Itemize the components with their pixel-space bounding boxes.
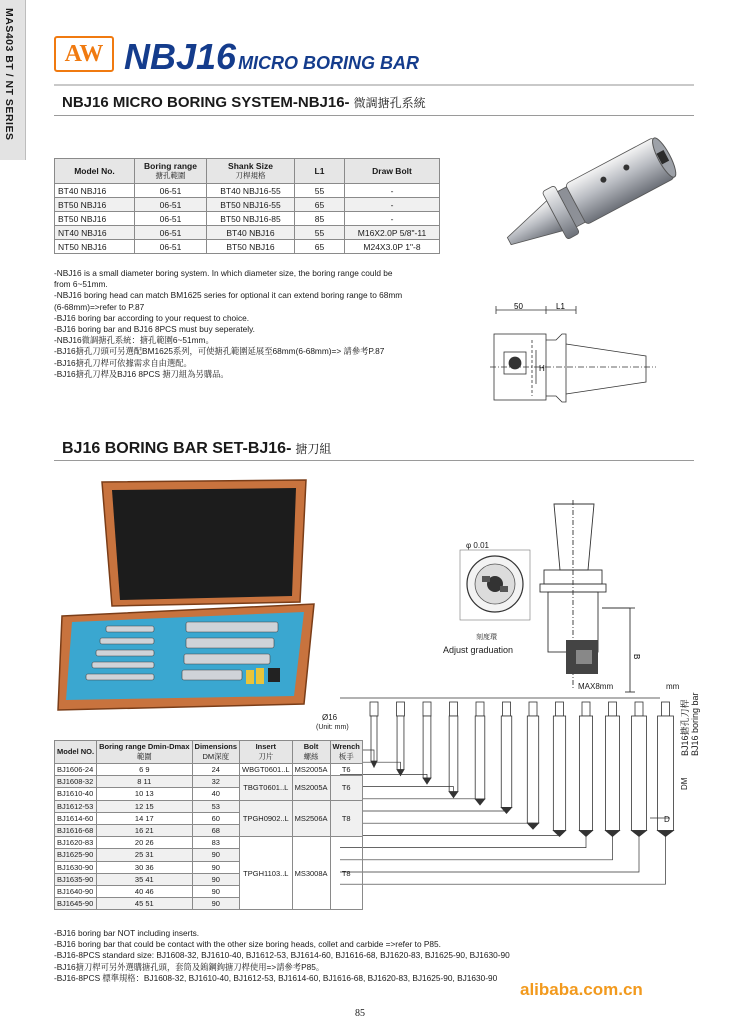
table-cell: NT40 NBJ16 xyxy=(55,226,135,240)
note-line: -BJ16-8PCS standard size: BJ1608-32, BJ1610-40, BJ1612-53, BJ1614-60, BJ1616-68, BJ1620-83, BJ1625-90, BJ1630-90 xyxy=(54,950,510,961)
table-cell: 30 36 xyxy=(97,861,192,873)
boring-bar-set-case-image xyxy=(56,478,316,714)
note-line: -BJ16搪孔刀桿及BJ16 8PCS 搪刀組為另購品。 xyxy=(54,368,229,379)
note-line: -BJ16搪孔刀桿可依據需求自由選配。 xyxy=(54,357,192,368)
table-cell: BJ1635-90 xyxy=(55,873,97,885)
section1-title-cn: 微調搪孔系統 xyxy=(353,96,426,110)
note-line: (6-68mm)=>refer to P.87 xyxy=(54,301,145,312)
leader-line xyxy=(340,835,560,836)
section1-notes xyxy=(54,268,484,380)
page-title xyxy=(124,36,419,78)
table-cell: BT50 NBJ16 xyxy=(55,198,135,212)
table-cell: - xyxy=(345,212,440,226)
section1-title: NBJ16 MICRO BORING SYSTEM-NBJ16- xyxy=(62,94,350,111)
nbj16-spec-table xyxy=(54,158,440,254)
dm-label: DM xyxy=(680,777,689,790)
table-cell: 68 xyxy=(192,824,240,836)
table-cell: BJ1608-32 xyxy=(55,776,97,788)
table-cell: BJ1645-90 xyxy=(55,898,97,910)
table-cell: 90 xyxy=(192,873,240,885)
series-side-tab xyxy=(0,0,26,160)
group-cell-wrench: T8 xyxy=(330,800,362,837)
table-cell: 40 46 xyxy=(97,885,192,897)
boring-bar-7 xyxy=(527,702,538,829)
table-cell: 20 26 xyxy=(97,837,192,849)
boring-bars-lineup xyxy=(330,690,680,900)
section2-title: BJ16 BORING BAR SET-BJ16- xyxy=(62,440,292,457)
col-draw-bolt: Draw Bolt xyxy=(345,159,440,184)
group-cell-insert: TBGT0601..L xyxy=(240,776,293,800)
boring-bar-6 xyxy=(501,702,512,813)
note-line: -NBJ16 boring head can match BM1625 series for optional it can extend boring range to 68mm xyxy=(54,290,403,301)
note-line: -BJ16 boring bar and BJ16 8PCS must buy seperately. xyxy=(54,324,255,335)
graduation-label-cn: 刻度環 xyxy=(476,634,497,641)
table-cell: BJ1606-24 xyxy=(55,764,97,776)
table-cell: 35 41 xyxy=(97,873,192,885)
unit-label: (Unit: mm) xyxy=(316,724,349,731)
group-cell-wrench: T6 xyxy=(330,764,362,776)
boring-bar-10 xyxy=(605,702,619,837)
table-cell: 60 xyxy=(192,812,240,824)
table-cell: 6 9 xyxy=(97,764,192,776)
dim-b: B xyxy=(632,654,641,660)
leader-line xyxy=(340,837,666,885)
table-cell: - xyxy=(345,184,440,198)
graduation-label: Adjust graduation xyxy=(443,645,514,655)
table-cell: BJ1625-90 xyxy=(55,849,97,861)
bt-holder-image xyxy=(480,122,700,272)
table-row xyxy=(55,226,440,240)
table-cell: 90 xyxy=(192,849,240,861)
note-line: -BJ16搪孔刀頭可另選配BM1625系列，可使搪孔範圍延展至68mm(6-68mm)=> 請參考P.87 xyxy=(54,346,385,357)
col-l1: L1 xyxy=(295,159,345,184)
leader-line xyxy=(340,823,533,829)
table-cell: BJ1610-40 xyxy=(55,788,97,800)
note-line: -NBJ16 is a small diameter boring system. In which diameter size, the boring range could be xyxy=(54,268,393,278)
table-cell: 32 xyxy=(192,776,240,788)
col-wrench: Wrench 板手 xyxy=(330,741,362,764)
table-cell: M24X3.0P 1"-8 xyxy=(345,240,440,254)
table-cell: 14 17 xyxy=(97,812,192,824)
note-line: -BJ16-8PCS 標準規格：BJ1608-32, BJ1610-40, BJ1612-53, BJ1614-60, BJ1616-68, BJ1620-83, BJ1625-90, BJ1630-90 xyxy=(54,972,498,983)
dim-50: 50 xyxy=(514,302,523,311)
table-cell: 65 xyxy=(295,198,345,212)
group-cell-bolt: MS2005A xyxy=(292,764,330,776)
table-row xyxy=(55,240,440,254)
table-cell: 25 31 xyxy=(97,849,192,861)
logo-text: AW xyxy=(64,40,104,67)
group-cell-bolt: MS2506A xyxy=(292,800,330,837)
table-cell: 8 11 xyxy=(97,776,192,788)
table-cell: 10 13 xyxy=(97,788,192,800)
table-row xyxy=(55,212,440,226)
table-cell: BJ1616-68 xyxy=(55,824,97,836)
boring-bar-11 xyxy=(632,702,647,837)
note-line: from 6~51mm. xyxy=(54,279,108,290)
table-row xyxy=(55,764,363,776)
table-cell: 06-51 xyxy=(135,240,207,254)
brand-logo xyxy=(54,36,114,72)
d-label: D xyxy=(664,815,670,824)
bj16-boring-bar-table xyxy=(54,740,363,910)
table-cell: 06-51 xyxy=(135,198,207,212)
table-row xyxy=(55,198,440,212)
table-cell: 65 xyxy=(295,240,345,254)
table-cell: 24 xyxy=(192,764,240,776)
col-boring-range: Boring range Dmin-Dmax 範圍 xyxy=(97,741,192,764)
col-dimensions: Dimensions DM深度 xyxy=(192,741,240,764)
side-tab-label: MAS403 BT / NT SERIES xyxy=(3,8,15,141)
table-cell: BJ1620-83 xyxy=(55,837,97,849)
table-row xyxy=(55,184,440,198)
group-cell-insert: TPGH1103..L xyxy=(240,837,293,910)
table-header-row xyxy=(55,741,363,764)
section2-notes xyxy=(54,928,694,984)
group-cell-insert: TPGH0902..L xyxy=(240,800,293,837)
table-cell: 83 xyxy=(192,837,240,849)
table-header-row xyxy=(55,159,440,184)
table-cell: BT40 NBJ16 xyxy=(207,226,295,240)
holder-boring-head-drawing xyxy=(530,500,660,700)
section1-heading xyxy=(62,94,426,111)
dim-l1: L1 xyxy=(556,302,565,311)
watermark-text: alibaba.com.cn xyxy=(520,980,643,999)
title-divider xyxy=(54,84,694,86)
precision-label: φ 0.01 xyxy=(466,541,489,550)
page-number: 85 xyxy=(355,1008,365,1019)
table-cell: BT50 NBJ16 xyxy=(207,240,295,254)
section2-heading xyxy=(62,440,331,458)
note-line: -NBJ16微調搪孔系統：搪孔範圍6~51mm。 xyxy=(54,335,214,346)
leader-line xyxy=(340,837,613,860)
table-cell: BT40 NBJ16 xyxy=(55,184,135,198)
table-cell: 16 21 xyxy=(97,824,192,836)
table-cell: BJ1640-90 xyxy=(55,885,97,897)
boring-bar-9 xyxy=(579,702,592,837)
group-cell-wrench: T8 xyxy=(330,837,362,910)
group-cell-wrench: T6 xyxy=(330,776,362,800)
mm-label: mm xyxy=(666,682,680,691)
col-bolt: Bolt 螺絲 xyxy=(292,741,330,764)
table-row xyxy=(55,776,363,788)
table-cell: 90 xyxy=(192,885,240,897)
table-cell: 55 xyxy=(295,226,345,240)
leader-line xyxy=(340,811,507,813)
table-cell: - xyxy=(345,198,440,212)
section2-divider xyxy=(54,460,694,461)
table-cell: BT40 NBJ16-55 xyxy=(207,184,295,198)
table-cell: 55 xyxy=(295,184,345,198)
group-cell-bolt: MS3008A xyxy=(292,837,330,910)
boring-bar-5 xyxy=(475,702,485,805)
note-line: -BJ16 boring bar that could be contact with the other size boring heads, collet and carbide =>refer to P85. xyxy=(54,939,441,950)
table-cell: BJ1612-53 xyxy=(55,800,97,812)
max-travel-label: MAX8mm xyxy=(578,682,614,691)
col-model-no: Model NO. xyxy=(55,741,97,764)
holder-technical-drawing xyxy=(486,300,696,420)
leader-line xyxy=(340,837,586,848)
title-subtitle: MICRO BORING BAR xyxy=(238,53,420,73)
note-line: -BJ16 boring bar according to your request to choice. xyxy=(54,312,250,323)
boring-bar-4 xyxy=(449,702,458,798)
section1-divider xyxy=(54,115,694,116)
col-insert: Insert 刀片 xyxy=(240,741,293,764)
table-cell: M16X2.0P 5/8"-11 xyxy=(345,226,440,240)
note-line: -BJ16 boring bar NOT including inserts. xyxy=(54,928,200,938)
bar-label-en: BJ16 boring bar xyxy=(690,692,700,756)
group-cell-bolt: MS2005A xyxy=(292,776,330,800)
table-cell: 06-51 xyxy=(135,184,207,198)
leader-line xyxy=(340,837,639,873)
dim-h: H xyxy=(539,364,545,373)
table-row xyxy=(55,800,363,812)
table-cell: 12 15 xyxy=(97,800,192,812)
table-cell: BT50 NBJ16-55 xyxy=(207,198,295,212)
table-cell: 06-51 xyxy=(135,226,207,240)
table-row xyxy=(55,837,363,849)
table-cell: BJ1614-60 xyxy=(55,812,97,824)
note-line: -BJ16搪刀桿可另外選購搪孔頭，套筒及鎢鋼鉤搪刀桿使用=>請參考P85。 xyxy=(54,961,325,972)
col-boring-range: Boring range 搪孔範圍 xyxy=(135,159,207,184)
bar-label-cn: BJ16搪孔刀桿 xyxy=(680,699,690,756)
adjust-graduation-dial xyxy=(452,540,542,640)
table-cell: BT50 NBJ16 xyxy=(55,212,135,226)
dim-phi16: Ø16 xyxy=(322,713,338,722)
boring-bar-3 xyxy=(423,702,431,784)
table-cell: 90 xyxy=(192,898,240,910)
section2-title-cn: 搪刀組 xyxy=(295,442,332,456)
group-cell-insert: WBGT0601..L xyxy=(240,764,293,776)
col-model: Model No. xyxy=(55,159,135,184)
boring-bar-8 xyxy=(553,702,565,837)
table-cell: 90 xyxy=(192,861,240,873)
col-shank-size: Shank Size 刀桿規格 xyxy=(207,159,295,184)
table-cell: BJ1630-90 xyxy=(55,861,97,873)
table-cell: 53 xyxy=(192,800,240,812)
table-cell: BT50 NBJ16-85 xyxy=(207,212,295,226)
table-cell: NT50 NBJ16 xyxy=(55,240,135,254)
title-model: NBJ16 xyxy=(124,36,237,77)
table-cell: 85 xyxy=(295,212,345,226)
table-cell: 06-51 xyxy=(135,212,207,226)
table-cell: 45 51 xyxy=(97,898,192,910)
table-cell: 40 xyxy=(192,788,240,800)
